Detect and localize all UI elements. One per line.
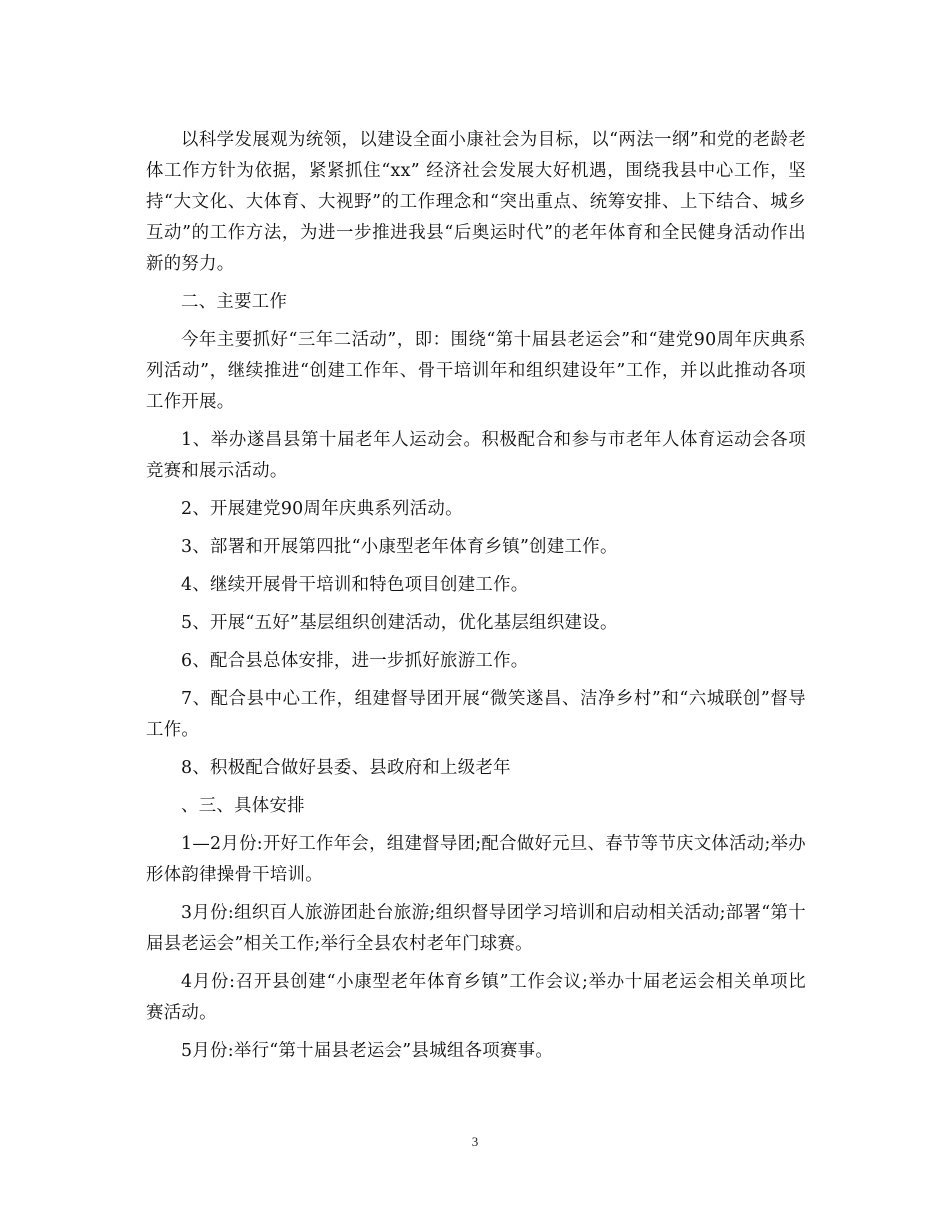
list-item-5: 5、开展“五好”基层组织创建活动，优化基层组织建设。	[181, 613, 618, 633]
list-item-3: 3、部署和开展第四批“小康型老年体育乡镇”创建工作。	[181, 537, 618, 557]
list-item-6: 6、配合县总体安排，进一步抓好旅游工作。	[181, 651, 529, 671]
paragraph-main-work-summary: 今年主要抓好“三年二活动”，即：围绕“第十届县老运会”和“建党90周年庆典系列活动”，继续推进“创建工作年、骨干培训年和组织建设年”工作，并以此推动各项工作开展。	[146, 330, 806, 412]
list-item-4: 4、继续开展骨干培训和特色项目创建工作。	[181, 575, 529, 595]
schedule-april: 4月份:召开县创建“小康型老年体育乡镇”工作会议;举办十届老运会相关单项比赛活动。	[146, 972, 806, 1023]
list-item-2: 2、开展建党90周年庆典系列活动。	[181, 499, 463, 519]
list-item-8: 8、积极配合做好县委、县政府和上级老年	[181, 758, 511, 778]
schedule-jan-feb: 1—2月份:开好工作年会，组建督导团;配合做好元旦、春节等节庆文体活动;举办形体韵律操骨干培训。	[146, 834, 806, 885]
list-item-7: 7、配合县中心工作，组建督导团开展“微笑遂昌、洁净乡村”和“六城联创”督导工作。	[146, 689, 806, 740]
paragraph-guiding-principle: 以科学发展观为统领，以建设全面小康社会为目标，以“两法一纲”和党的老龄老体工作方针为依据，紧紧抓住“xx” 经济社会发展大好机遇，围绕我县中心工作，坚持“大文化、大体育、大视野”的工作理念和“突出重点、统筹安排、上下结合、城乡互动”的工作方法，为进一步推进我县“后奥运时代”的老年体育和全民健身活动作出新的努力。	[146, 130, 806, 274]
schedule-march: 3月份:组织百人旅游团赴台旅游;组织督导团学习培训和启动相关活动;部署“第十届县老运会”相关工作;举行全县农村老年门球赛。	[146, 903, 806, 954]
section-heading-schedule: 、三、具体安排	[181, 796, 305, 816]
list-item-1: 1、举办遂昌县第十届老年人运动会。积极配合和参与市老年人体育运动会各项竞赛和展示活动。	[146, 430, 806, 481]
schedule-may: 5月份:举行“第十届县老运会”县城组各项赛事。	[181, 1041, 554, 1061]
page-number: 3	[471, 1134, 479, 1149]
document-body	[146, 125, 806, 1074]
section-heading-main-work: 二、主要工作	[181, 292, 288, 312]
